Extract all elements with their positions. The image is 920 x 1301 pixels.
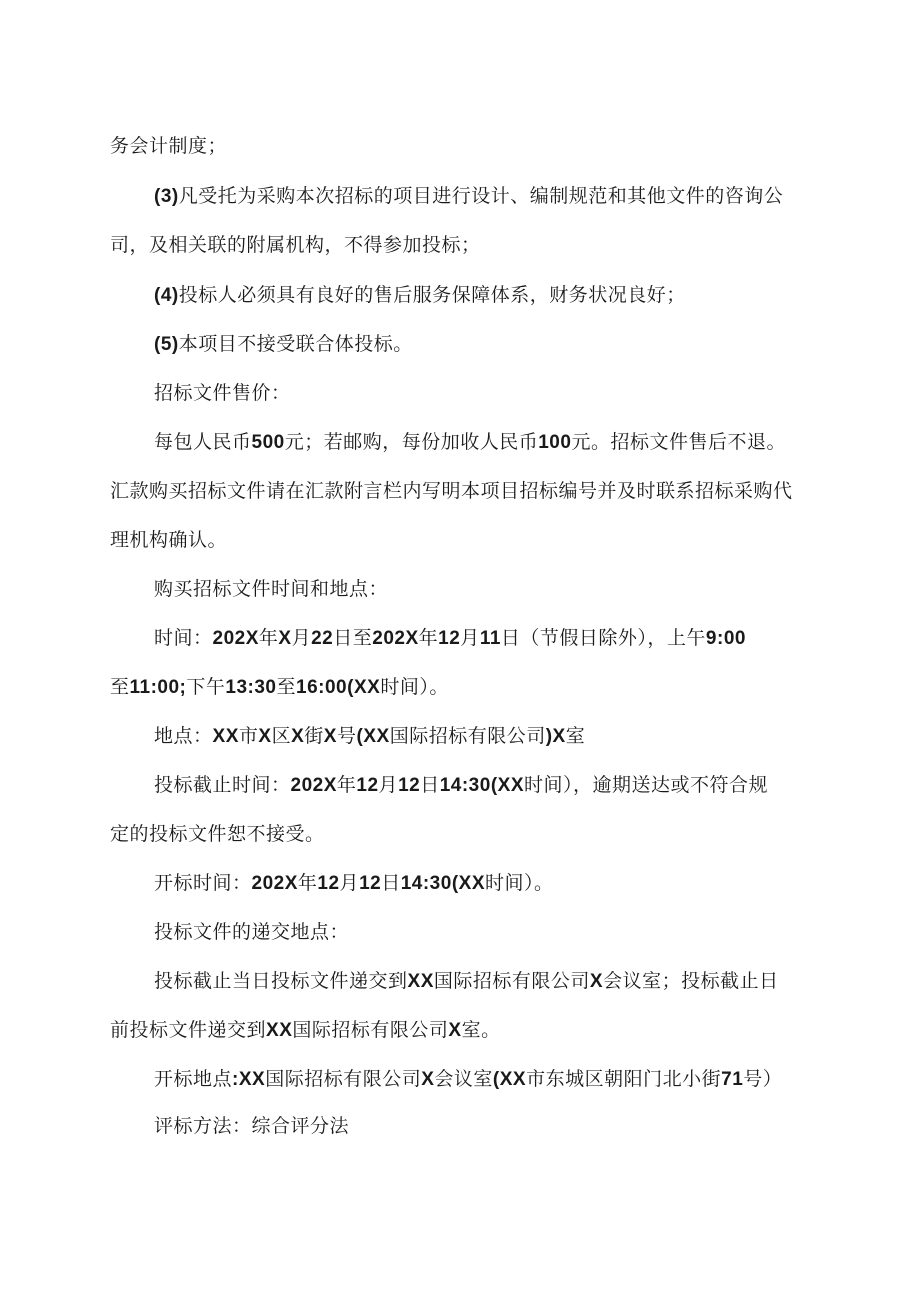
text-run: 至 bbox=[276, 676, 297, 698]
bold-text-run: X bbox=[291, 726, 305, 747]
text-run: 本项目不接受联合体投标。 bbox=[178, 333, 413, 355]
text-run: 时间）。 bbox=[485, 872, 554, 894]
text-line bbox=[154, 576, 388, 602]
text-line bbox=[154, 1113, 349, 1139]
bold-text-run: 202X bbox=[372, 628, 419, 649]
text-run: 理机构确认。 bbox=[110, 529, 228, 551]
text-run: 年 bbox=[336, 774, 357, 796]
bold-text-run: XX bbox=[212, 726, 239, 747]
text-run: 投标截止时间： bbox=[154, 774, 291, 796]
text-run: 号） bbox=[743, 1068, 783, 1090]
text-line bbox=[154, 183, 783, 210]
text-line bbox=[154, 1066, 782, 1093]
text-run: 开标时间： bbox=[154, 872, 252, 894]
text-run: 国际招标有限公司 bbox=[292, 1019, 449, 1041]
text-run: 国际招标有限公司 bbox=[433, 970, 590, 992]
text-line bbox=[154, 919, 349, 945]
text-run: 时间），逾期送达或不符合规 bbox=[524, 774, 769, 796]
bold-text-run: 11 bbox=[479, 628, 501, 649]
text-run: 开标地点 bbox=[154, 1068, 233, 1090]
bold-text-run: X bbox=[278, 628, 292, 649]
text-run: 年 bbox=[418, 627, 439, 649]
bold-text-run: 9:00 bbox=[705, 628, 746, 649]
bold-text-run: X bbox=[448, 1020, 462, 1041]
text-line bbox=[110, 674, 449, 701]
text-line bbox=[110, 133, 227, 159]
bold-text-run: X bbox=[323, 726, 337, 747]
text-run: 定的投标文件恕不接受。 bbox=[110, 823, 325, 845]
bold-text-run: 12 bbox=[398, 775, 421, 796]
text-line bbox=[154, 625, 746, 652]
text-line bbox=[110, 527, 227, 553]
text-run: 购买招标文件时间和地点： bbox=[154, 578, 389, 600]
text-line bbox=[154, 429, 786, 456]
bold-text-run: 100 bbox=[538, 432, 572, 453]
text-run: 国际招标有限公司 bbox=[265, 1068, 422, 1090]
text-run: 元；若邮购，每份加收人民币 bbox=[284, 431, 539, 453]
bold-text-run: (5) bbox=[154, 334, 179, 355]
text-run: 汇款购买招标文件请在汇款附言栏内写明本项目招标编号并及时联系招标采购代 bbox=[110, 480, 793, 502]
bold-text-run: 12 bbox=[317, 873, 340, 894]
text-run: 凡受托为采购本次招标的项目进行设计、编制规范和其他文件的咨询公 bbox=[178, 185, 784, 207]
bold-text-run: X bbox=[421, 1069, 435, 1090]
text-run: 月 bbox=[291, 627, 312, 649]
bold-text-run: 12 bbox=[438, 628, 461, 649]
text-run: 区 bbox=[271, 725, 292, 747]
text-run: 务会计制度； bbox=[110, 135, 228, 157]
text-run: 地点： bbox=[154, 725, 213, 747]
bold-text-run: 500 bbox=[251, 432, 285, 453]
bold-text-run: 14:30(XX bbox=[400, 873, 485, 894]
text-run: 元。招标文件售后不退。 bbox=[571, 431, 786, 453]
text-run: 月 bbox=[378, 774, 399, 796]
text-run: 前投标文件递交到 bbox=[110, 1019, 267, 1041]
text-run: 下午 bbox=[186, 676, 226, 698]
bold-text-run: XX bbox=[407, 971, 434, 992]
bold-text-run: 202X bbox=[212, 628, 259, 649]
bold-text-run: 11:00; bbox=[129, 677, 187, 698]
text-run: 日 bbox=[420, 774, 440, 796]
text-run: 号 bbox=[336, 725, 357, 747]
bold-text-run: X bbox=[589, 971, 604, 992]
text-run: 年 bbox=[297, 872, 318, 894]
bold-text-run: 16:00(XX bbox=[296, 677, 381, 698]
bold-text-run: (4) bbox=[154, 285, 179, 306]
bold-text-run: :XX bbox=[232, 1069, 266, 1090]
bold-text-run: 14:30(XX bbox=[439, 775, 524, 796]
text-run: 投标文件的递交地点： bbox=[154, 921, 350, 943]
text-line bbox=[110, 478, 793, 504]
text-run: 室。 bbox=[461, 1019, 501, 1041]
text-line bbox=[154, 282, 686, 309]
text-line bbox=[110, 1017, 501, 1044]
text-run: 国际招标有限公司 bbox=[389, 725, 546, 747]
text-run: 日（节假日除外），上午 bbox=[500, 627, 706, 649]
text-run: 室 bbox=[565, 725, 586, 747]
text-run: 司，及相关联的附属机构，不得参加投标； bbox=[110, 234, 481, 256]
text-run: 投标人必须具有良好的售后服务保障体系，财务状况良好； bbox=[178, 284, 686, 306]
bold-text-run: XX bbox=[266, 1020, 293, 1041]
text-line bbox=[154, 331, 413, 358]
bold-text-run: )X bbox=[545, 726, 566, 747]
text-run: 至 bbox=[110, 676, 130, 698]
text-run: 市东城区朝阳门北小街 bbox=[526, 1068, 722, 1090]
text-run: 投标截止当日投标文件递交到 bbox=[154, 970, 408, 992]
text-line bbox=[154, 380, 291, 406]
text-line bbox=[154, 968, 779, 995]
bold-text-run: (XX bbox=[356, 726, 390, 747]
bold-text-run: 202X bbox=[290, 775, 337, 796]
text-run: 会议室 bbox=[434, 1068, 493, 1090]
bold-text-run: 13:30 bbox=[225, 677, 277, 698]
text-line bbox=[154, 723, 585, 750]
text-run: 月 bbox=[460, 627, 480, 649]
bold-text-run: 12 bbox=[356, 775, 379, 796]
text-line bbox=[110, 821, 325, 847]
text-run: 评标方法：综合评分法 bbox=[154, 1115, 350, 1137]
text-run: 月 bbox=[339, 872, 360, 894]
text-run: 市 bbox=[238, 725, 259, 747]
bold-text-run: (3) bbox=[154, 186, 179, 207]
text-run: 时间： bbox=[154, 627, 213, 649]
text-run: 年 bbox=[258, 627, 279, 649]
text-run: 会议室；投标截止日 bbox=[603, 970, 779, 992]
bold-text-run: 22 bbox=[311, 628, 334, 649]
bold-text-run: 71 bbox=[721, 1069, 744, 1090]
text-line bbox=[154, 870, 554, 897]
text-run: 招标文件售价： bbox=[154, 382, 291, 404]
bold-text-run: (XX bbox=[492, 1069, 527, 1090]
text-line bbox=[110, 232, 481, 258]
text-run: 每包人民币 bbox=[154, 431, 252, 453]
text-line bbox=[154, 772, 768, 799]
text-run: 日 bbox=[381, 872, 401, 894]
bold-text-run: 12 bbox=[359, 873, 382, 894]
bold-text-run: 202X bbox=[251, 873, 298, 894]
text-run: 时间）。 bbox=[380, 676, 449, 698]
text-run: 日至 bbox=[333, 627, 373, 649]
text-run: 街 bbox=[304, 725, 324, 747]
bold-text-run: X bbox=[258, 726, 272, 747]
